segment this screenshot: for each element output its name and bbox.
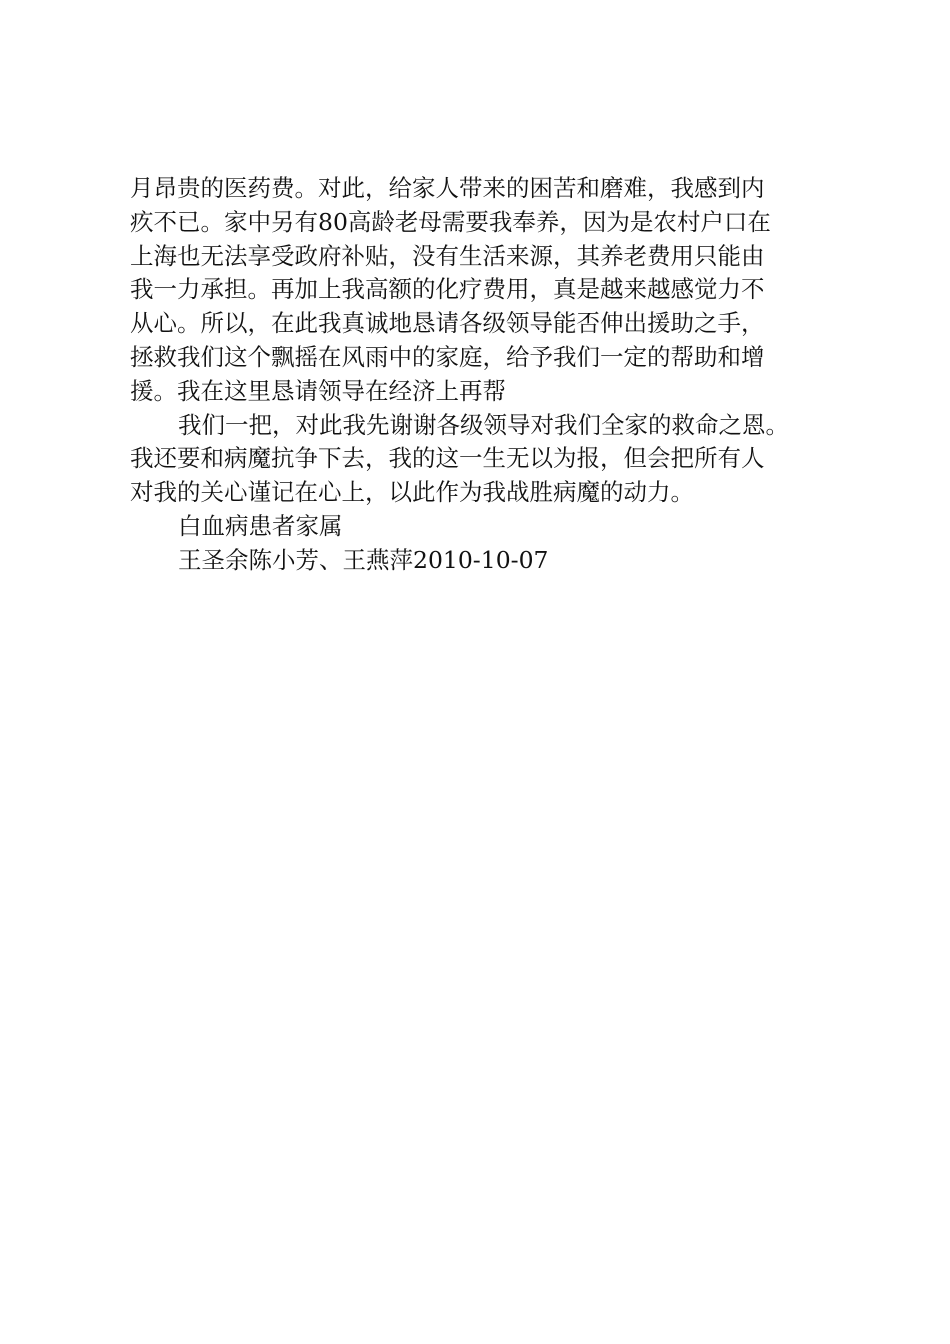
paragraph-line: 对我的关心谨记在心上，以此作为我战胜病魔的动力。 <box>130 478 694 507</box>
paragraph-line: 援。我在这里恳请领导在经济上再帮 <box>130 376 506 405</box>
paragraph-line: 拯救我们这个飘摇在风雨中的家庭，给予我们一定的帮助和增 <box>130 342 765 371</box>
paragraph-line: 月昂贵的医药费。对此，给家人带来的困苦和磨难，我感到内 <box>130 174 765 202</box>
paragraph-line: 我们一把，对此我先谢谢各级领导对我们全家的救命之恩。 <box>178 410 789 439</box>
paragraph-line: 疚不已。家中另有80高龄老母需要我奉养，因为是农村户口在 <box>130 207 771 236</box>
paragraph-line: 从心。所以，在此我真诚地恳请各级领导能否伸出援助之手， <box>130 309 765 338</box>
paragraph-line: 我还要和病魔抗争下去，我的这一生无以为报，但会把所有人 <box>130 444 765 473</box>
signature-date-line: 王圣余陈小芳、王燕萍2010-10-07 <box>178 545 549 574</box>
signature-line: 白血病患者家属 <box>178 511 343 540</box>
letter-body <box>130 172 850 578</box>
paragraph-line: 上海也无法享受政府补贴，没有生活来源，其养老费用只能由 <box>130 241 765 270</box>
paragraph-line: 我一力承担。再加上我高额的化疗费用，真是越来越感觉力不 <box>130 275 765 304</box>
